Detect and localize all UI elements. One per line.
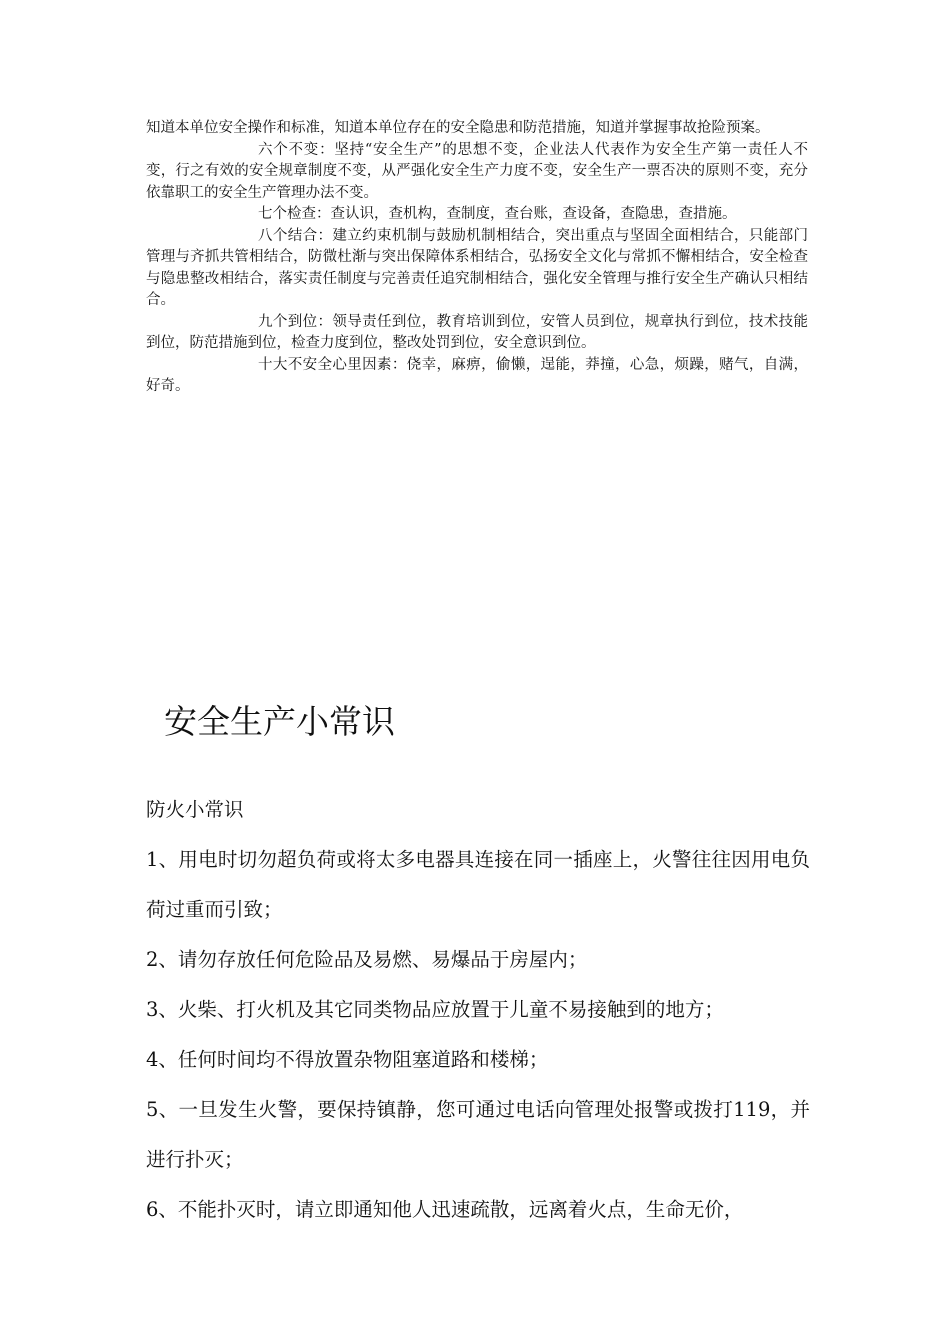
fire-safety-item: 4、任何时间均不得放置杂物阻塞道路和楼梯； bbox=[146, 1048, 549, 1071]
fire-safety-item: 2、请勿存放任何危险品及易燃、易爆品于房屋内； bbox=[146, 948, 588, 971]
fire-safety-item: 3、火柴、打火机及其它同类物品应放置于儿童不易接触到的地方； bbox=[146, 998, 724, 1021]
eight-combinations-paragraph: 八个结合：建立约束机制与鼓励机制相结合，突出重点与坚固全面相结合，只能部门管理与齐抓共管相结合，防微杜渐与突出保障体系相结合，弘扬安全文化与常抓不懈相结合，安全检查与隐患整改相结合，落实责任制度与完善责任追究制相结合，强化安全管理与推行安全生产确认只相结合。 bbox=[146, 227, 808, 308]
six-unchanged-paragraph: 六个不变：坚持“安全生产”的思想不变，企业法人代表作为安全生产第一责任人不变，行之有效的安全规章制度不变，从严强化安全生产力度不变，安全生产一票否决的原则不变，充分依靠职工的安全生产管理办法不变。 bbox=[146, 141, 808, 201]
fire-safety-subtitle: 防火小常识 bbox=[146, 798, 244, 821]
section-heading: 安全生产小常识 bbox=[164, 702, 395, 741]
nine-in-place-paragraph: 九个到位：领导责任到位，教育培训到位，安管人员到位，规章执行到位，技术技能到位，防范措施到位，检查力度到位，整改处罚到位，安全意识到位。 bbox=[146, 313, 808, 351]
fire-safety-item: 5、一旦发生火警，要保持镇静，您可通过电话向管理处报警或拨打119，并进行扑灭； bbox=[146, 1098, 810, 1171]
fire-safety-section bbox=[146, 785, 810, 1235]
intro-paragraph: 知道本单位安全操作和标准，知道本单位存在的安全隐患和防范措施，知道并掌握事故抢险预案。 bbox=[146, 120, 770, 136]
safety-principles-section bbox=[146, 118, 808, 398]
ten-unsafe-factors-paragraph: 十大不安全心里因素：侥幸，麻痹，偷懒，逞能，莽撞，心急，烦躁，赌气，自满，好奇。 bbox=[146, 356, 808, 394]
fire-safety-item: 6、不能扑灭时，请立即通知他人迅速疏散，远离着火点，生命无价， bbox=[146, 1198, 744, 1221]
seven-checks-paragraph: 七个检查：查认识，查机构，查制度，查台账，查设备，查隐患，查措施。 bbox=[258, 206, 737, 222]
fire-safety-item: 1、用电时切勿超负荷或将太多电器具连接在同一插座上，火警往往因用电负荷过重而引致； bbox=[146, 848, 810, 921]
